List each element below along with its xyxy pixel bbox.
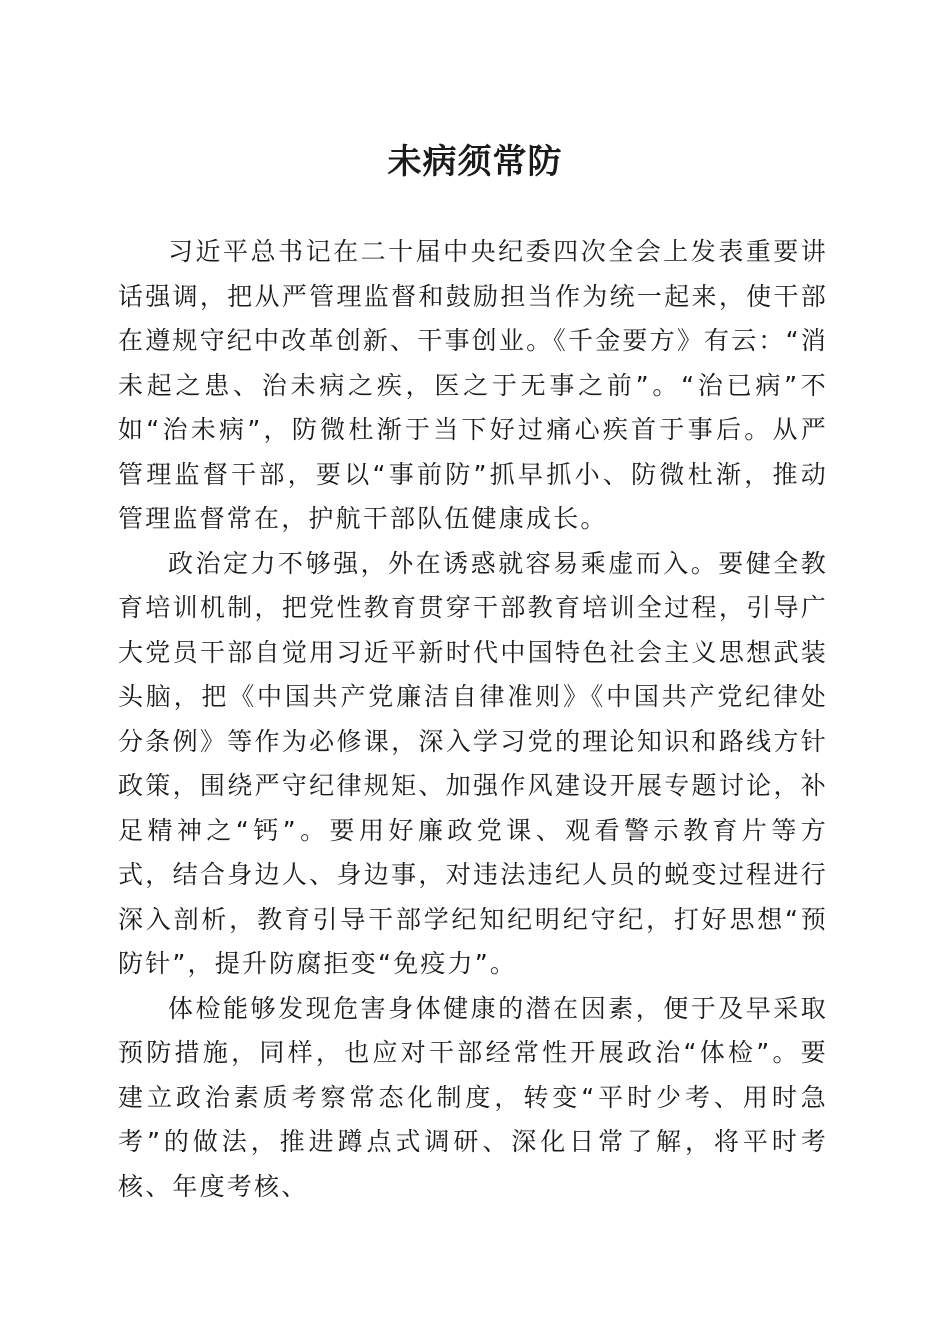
paragraph-3: 体检能够发现危害身体健康的潜在因素，便于及早采取预防措施，同样，也应对干部经常性开展政治“体检”。要建立政治素质考察常态化制度，转变“平时少考、用时急考”的做法，推进蹲点式调研、深化日常了解，将平时考核、年度考核、 bbox=[118, 993, 828, 1201]
document-title: 未病须常防 bbox=[387, 142, 563, 182]
paragraph-1: 习近平总书记在二十届中央纪委四次全会上发表重要讲话强调，把从严管理监督和鼓励担当作为统一起来，使干部在遵规守纪中改革创新、干事创业。《千金要方》有云：“消未起之患、治未病之疾，医之于无事之前”。“治已病”不如“治未病”，防微杜渐于当下好过痛心疾首于事后。从严管理监督干部，要以“事前防”抓早抓小、防微杜渐，推动管理监督常在，护航干部队伍健康成长。 bbox=[118, 237, 828, 533]
document-body bbox=[118, 230, 828, 1209]
paragraph-2: 政治定力不够强，外在诱惑就容易乘虚而入。要健全教育培训机制，把党性教育贯穿干部教育培训全过程，引导广大党员干部自觉用习近平新时代中国特色社会主义思想武装头脑，把《中国共产党廉洁自律准则》《中国共产党纪律处分条例》等作为必修课，深入学习党的理论知识和路线方针政策，围绕严守纪律规矩、加强作风建设开展专题讨论，补足精神之“钙”。要用好廉政党课、观看警示教育片等方式，结合身边人、身边事，对违法违纪人员的蜕变过程进行深入剖析，教育引导干部学纪知纪明纪守纪，打好思想“预防针”，提升防腐拒变“免疫力”。 bbox=[118, 548, 828, 978]
